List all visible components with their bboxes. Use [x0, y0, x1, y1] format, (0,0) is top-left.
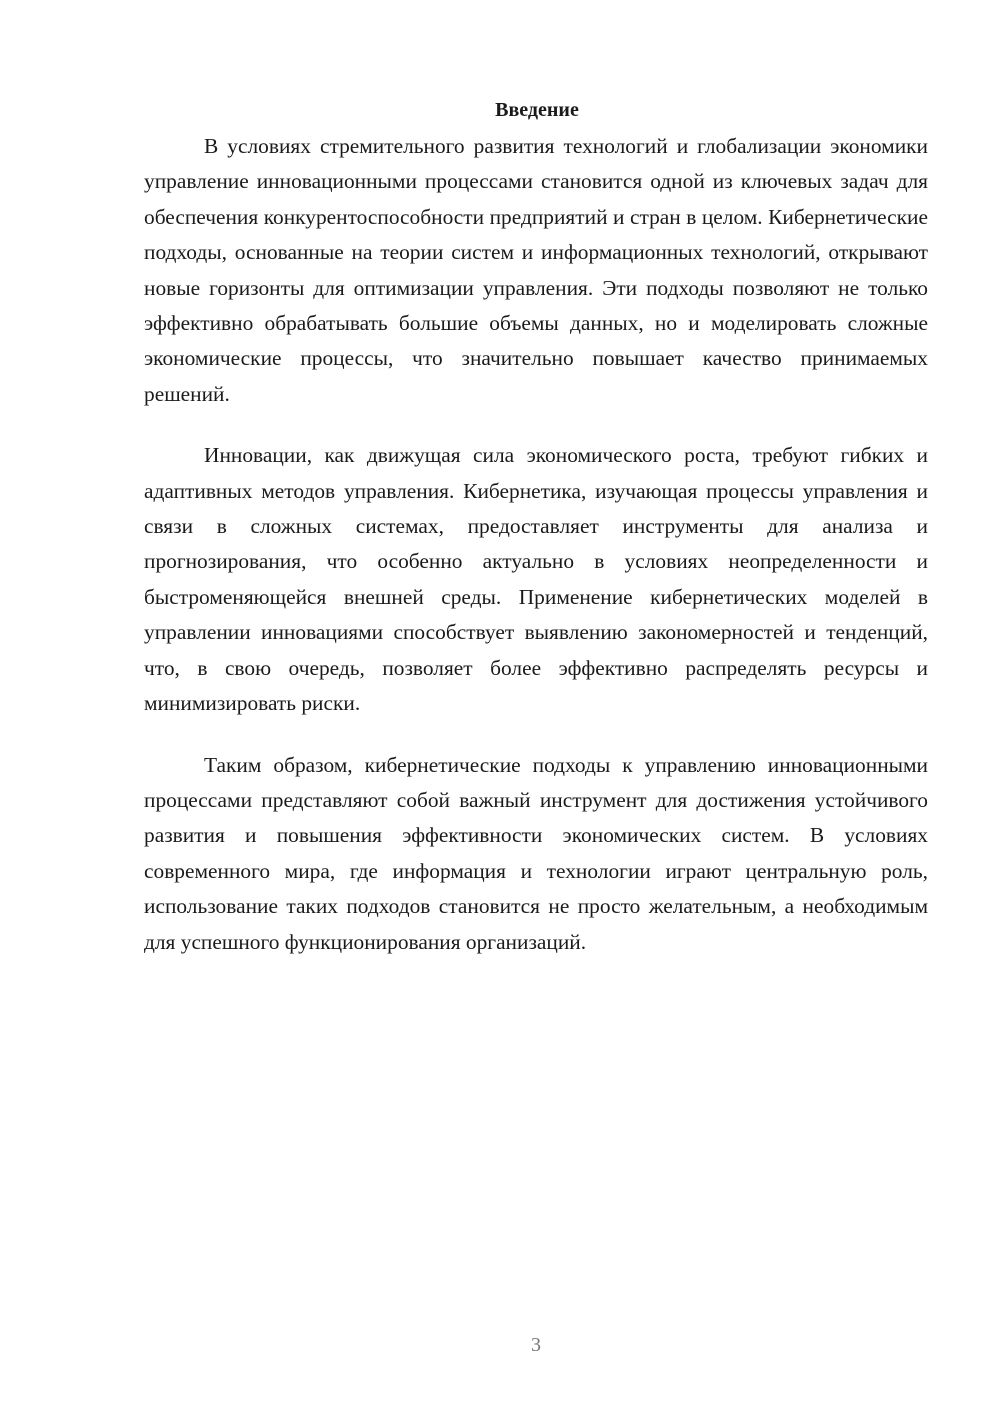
page-content	[144, 92, 928, 960]
page-number: 3	[531, 1334, 541, 1356]
paragraph-innovation: Инновации, как движущая сила экономического роста, требуют гибких и адаптивных методов управления. Кибернетика, изучающая процессы управления и связи в сложных системах, предоставляет инструменты для анализа и прогнозирования, что особенно актуально в условиях неопределенности и быстроменяющейся внешней среды. Применение кибернетических моделей в управлении инновациями способствует выявлению закономерностей и тенденций, что, в свою очередь, позволяет более эффективно распределять ресурсы и минимизировать риски.	[144, 443, 928, 716]
section-heading: Введение	[495, 99, 579, 121]
paragraph-conclusion: Таким образом, кибернетические подходы к управлению инновационными процессами представляют собой важный инструмент для достижения устойчивого развития и повышения эффективности экономических систем. В условиях современного мира, где информация и технологии играют центральную роль, использование таких подходов становится не просто желательным, а необходимым для успешного функционирования организаций.	[144, 752, 928, 954]
paragraph-intro: В условиях стремительного развития технологий и глобализации экономики управление инновационными процессами становится одной из ключевых задач для обеспечения конкурентоспособности предприятий и стран в целом. Кибернетические подходы, основанные на теории систем и информационных технологий, открывают новые горизонты для оптимизации управления. Эти подходы позволяют не только эффективно обрабатывать большие объемы данных, но и моделировать сложные экономические процессы, что значительно повышает качество принимаемых решений.	[144, 134, 928, 406]
